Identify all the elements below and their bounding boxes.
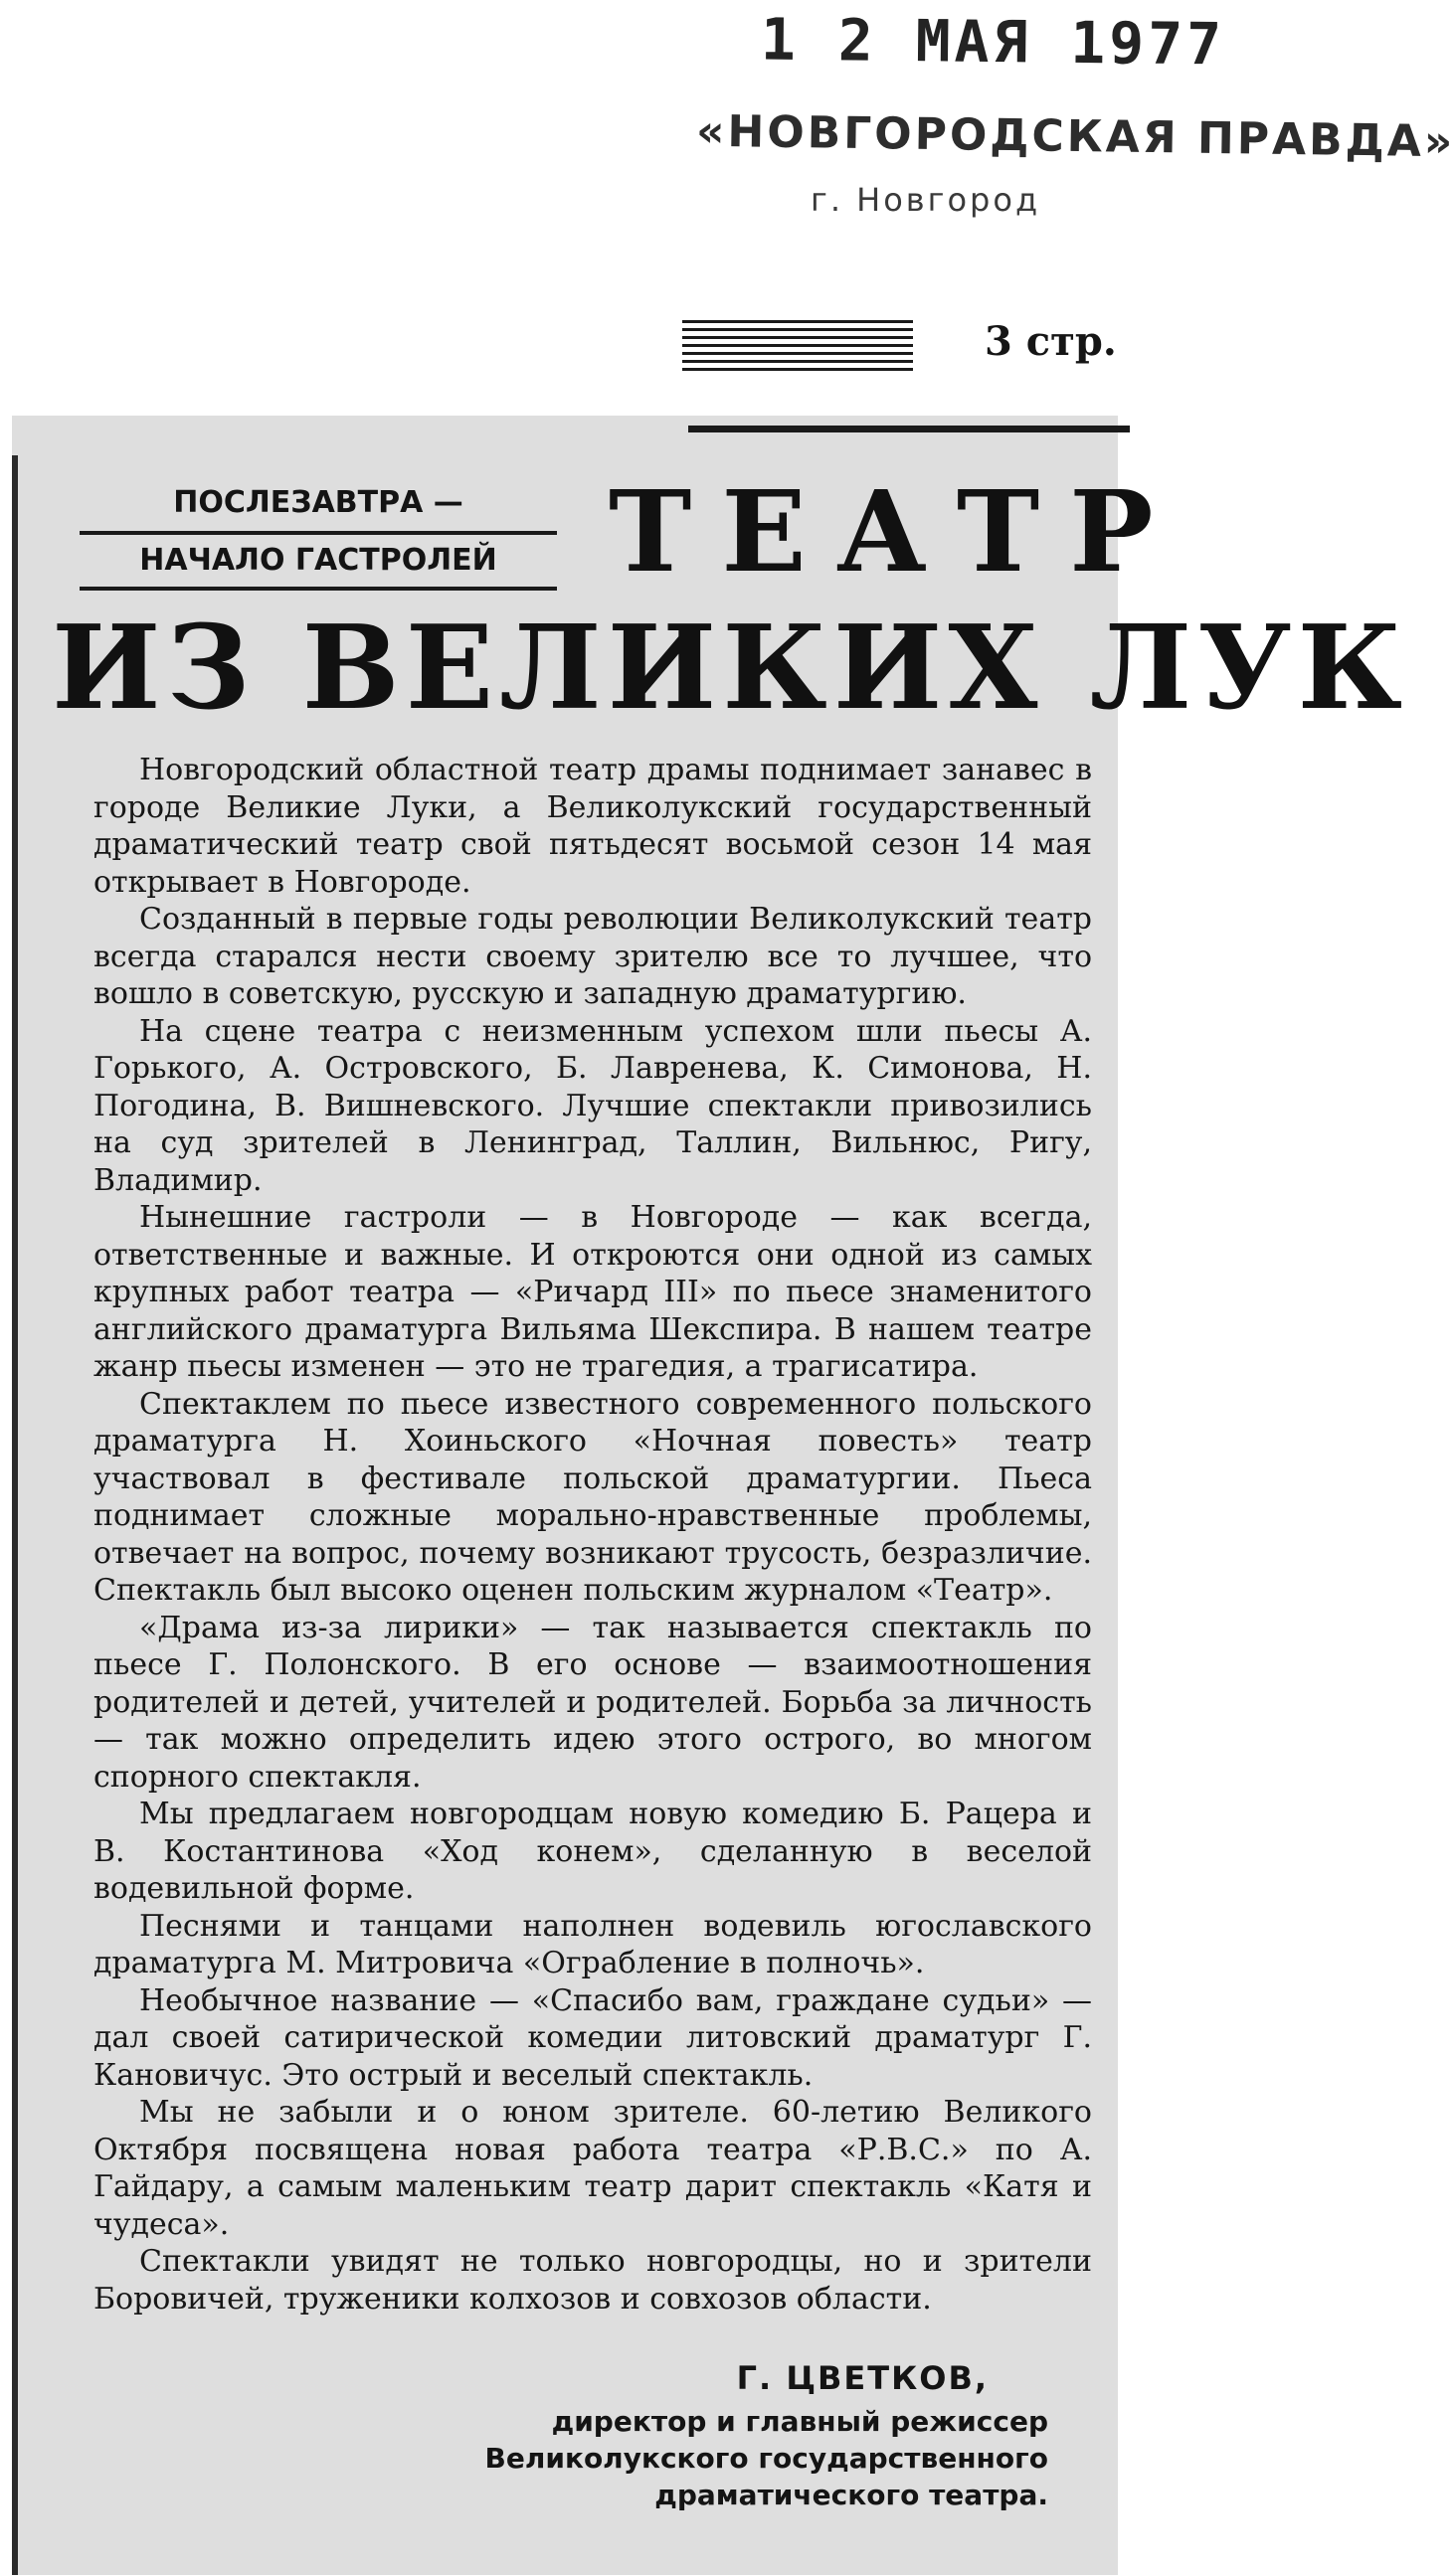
paragraph: Необычное название — «Спасибо вам, граждане судьи» — дал своей сатирической комедии литовский драматург Г. Кановичус. Это острый и веселый спектакль. (93, 1982, 1092, 2093)
left-column-rule (12, 455, 18, 2575)
headline-line-1: ТЕАТР (609, 467, 1183, 598)
page-number: 3 стр. (985, 318, 1117, 365)
paragraph: Созданный в первые годы революции Великолукский театр всегда старался нести своему зрителю все то лучшее, что вошло в советскую, русскую и западную драматургию. (93, 902, 1092, 1011)
paragraph: Мы предлагаем новгородцам новую комедию Б. Рацера и В. Костантинова «Ход конем», сделанную в веселой водевильной форме. (93, 1797, 1092, 1906)
author-role-line-1: директор и главный режиссер (551, 2405, 1048, 2438)
paragraph: Спектаклем по пьесе известного современного польского драматурга Н. Хоиньского «Ночная повесть» театр участвовал в фестивале польской драматургии. Пьеса поднимает сложные морально-нравственные проблемы, отвечает на вопрос, почему возникают трусость, безразличие. Спектакль был высоко оценен польским журналом «Театр». (93, 1386, 1092, 1608)
date-stamp: 1 2 МАЯ 1977 (760, 5, 1226, 79)
kicker-line-2: НАЧАЛО ГАСТРОЛЕЙ (80, 531, 557, 591)
author-role-line-2: Великолукского государственного (484, 2442, 1048, 2475)
author-name: Г. ЦВЕТКОВ, (736, 2359, 989, 2397)
paragraph: На сцене театра с неизменным успехом шли пьесы А. Горького, А. Островского, Б. Лавренева, К. Симонова, Н. Погодина, В. Вишневского. Лучшие спектакли привозились на суд зрителей в Ленинград, Таллин, Вильнюс, Ригу, Владимир. (93, 1013, 1092, 1198)
page-header-rules (682, 320, 913, 372)
kicker-line-1: ПОСЛЕЗАВТРА — (173, 485, 463, 520)
paragraph: Новгородский областной театр драмы поднимает занавес в городе Великие Луки, а Великолукский государственный драматический театр свой пятьдесят восьмой сезон 14 мая открывает в Новгороде. (93, 753, 1092, 900)
paragraph: «Драма из-за лирики» — так называется спектакль по пьесе Г. Полонского. В его основе — взаимоотношения родителей и детей, учителей и родителей. Борьба за личность — так можно определить идею этого острого, во многом спорного спектакля. (93, 1610, 1092, 1795)
newspaper-stamp: «НОВГОРОДСКАЯ ПРАВДА» (695, 105, 1456, 168)
city-stamp: г. Новгород (811, 181, 1041, 219)
paragraph: Нынешние гастроли — в Новгороде — как всегда, ответственные и важные. И откроются они одной из самых крупных работ театра — «Ричард III» по пьесе знаменитого английского драматурга Вильяма Шекспира. В нашем театре жанр пьесы изменен — это не трагедия, а трагисатира. (93, 1200, 1092, 1384)
headline-line-2: ИЗ ВЕЛИКИХ ЛУК (52, 601, 1409, 736)
paragraph: Спектакли увидят не только новгородцы, но и зрители Боровичей, труженики колхозов и совхозов области. (93, 2244, 1092, 2317)
paragraph: Песнями и танцами наполнен водевиль югославского драматурга М. Митровича «Ограбление в полночь». (93, 1908, 1092, 1980)
author-role-line-3: драматического театра. (654, 2479, 1048, 2511)
top-column-rule (688, 426, 1130, 432)
article-clipping (12, 416, 1409, 2575)
article-body (93, 752, 1092, 2318)
author-signature (352, 2360, 1048, 2513)
paragraph: Мы не забыли и о юном зрителе. 60-летию Великого Октября посвящена новая работа театра «Р.В.С.» по А. Гайдару, а самым маленьким театр дарит спектакль «Катя и чудеса». (93, 2095, 1092, 2242)
kicker (80, 475, 557, 591)
